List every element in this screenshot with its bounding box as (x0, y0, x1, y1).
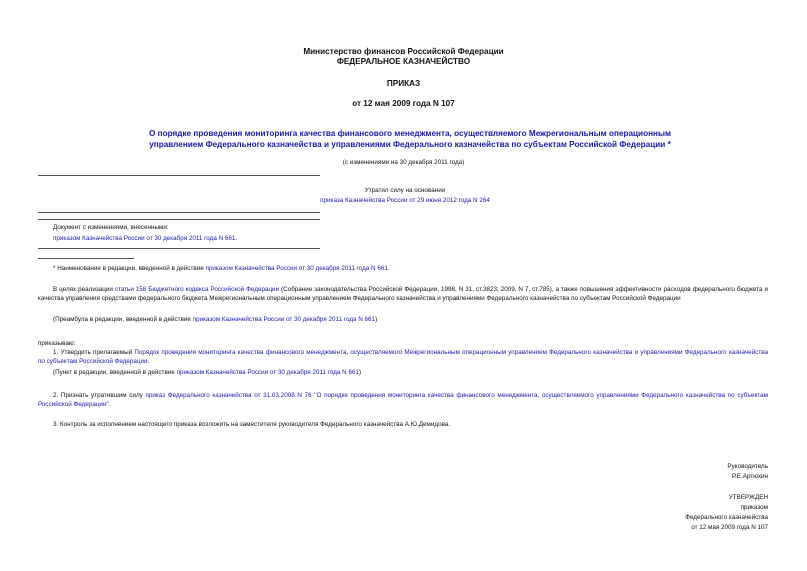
procedure-link[interactable]: Порядок проведения мониторинга качества финансового менеджмента, осуществляемого Межрегиональным операционным управлением Федерального казначейства и управлениями Федерального казначейства по субъектам Российской Федерации (38, 349, 768, 365)
title-suffix: * (665, 140, 671, 149)
agency-heading: ФЕДЕРАЛЬНОЕ КАЗНАЧЕЙСТВО (336, 57, 471, 66)
changes-text: Документ с изменениями, внесенными: (53, 224, 169, 231)
footnote-end: . (387, 265, 390, 272)
doc-date-number: от 12 мая 2009 года N 107 (352, 99, 455, 108)
item-1 (38, 348, 768, 366)
item-1-start: 1. Утвердить прилагаемый (53, 349, 135, 356)
order-word: приказываю: (38, 340, 76, 347)
footnote-text: * Наименование в редакции, введенной в действие (53, 265, 206, 272)
divider (38, 212, 320, 213)
budget-code-link[interactable]: статьи 158 Бюджетного кодекса Российской Федерации (114, 286, 280, 293)
changes-line (53, 234, 237, 243)
signature-name: Р.Е.Артюхин (732, 473, 768, 480)
divider (38, 248, 320, 249)
divider (38, 175, 320, 176)
preamble-note (53, 315, 377, 324)
preamble-paragraph (38, 285, 768, 303)
lost-force-link[interactable]: приказа Казначейства России от 29 июня 2012 года N 264 (320, 197, 490, 204)
repealed-order-link[interactable]: приказ Федерального казначейства от 31.03.2008 N 76 "О порядке проведения мониторинга качества финансового менеджмента, осуществляемого управлениями Федерального казначейства по субъектам Российской Федерации" (38, 392, 768, 408)
preamble-start: В целях реализации (53, 286, 115, 293)
ministry-heading: Министерство финансов Российской Федерации (303, 47, 504, 56)
item-3: 3. Контроль за исполнением настоящего приказа возложить на заместителя руководителя Федерального казначейства А.Ю.Демидова. (53, 421, 451, 428)
doc-type-heading: ПРИКАЗ (386, 79, 421, 88)
preamble-note-link[interactable]: приказом Казначейства России от 30 декабря 2011 года N 661 (192, 316, 376, 323)
footnote (53, 264, 390, 273)
approved-line-1: УТВЕРЖДЕН (728, 494, 768, 501)
title-link[interactable]: порядке проведения мониторинга качества финансового менеджмента, осуществляемого Межрегиональным операционным управлением Федерального казначейства и управлениями Федерального казначейства по субъектам Российской Федерации (149, 129, 672, 149)
item-1-note (53, 368, 361, 377)
lost-force-text: Утратил силу на основании (364, 187, 446, 194)
preamble-rest: (Собрание законодательства Российской Федерации, 1998, N 31, ст.3823; 2009, N 7, ст.785), а также повышения эффективности расходов федерального бюджета и качества управления средствами федерального бюджета Межрегиональным операционным управлением Федерального казначейства и управлениями Федерального казначейства по субъектам Российской Федерации (38, 286, 768, 302)
item-1-note-link[interactable]: приказом Казначейства России от 30 декабря 2011 года N 661 (176, 369, 359, 376)
item-1-end: . (147, 358, 150, 365)
item-2-end: . (108, 401, 111, 408)
item-2 (38, 391, 768, 409)
document-title (130, 128, 690, 150)
preamble-note-start: (Преамбула в редакции, введенной в действие (53, 316, 193, 323)
footnote-link[interactable]: приказом Казначейства России от 30 декабря 2011 года N 661 (205, 265, 388, 272)
approved-line-4: от 12 мая 2009 года N 107 (691, 524, 768, 531)
preamble-note-end: ) (375, 316, 378, 323)
signature-role: Руководитель (727, 463, 768, 470)
divider (38, 219, 320, 220)
changes-end: . (235, 235, 238, 242)
changes-link[interactable]: приказом Казначейства России от 30 декабря 2011 года N 661 (53, 235, 236, 242)
item-1-note-end: ) (358, 369, 362, 376)
item-2-start: 2. Признать утратившим силу (53, 392, 146, 399)
title-prefix: О (148, 129, 158, 138)
approved-line-3: Федерального казначейства (685, 514, 768, 521)
amended-note: (с изменениями на 30 декабря 2011 года) (342, 159, 465, 166)
item-1-note-start: (Пункт в редакции, введенной в действие (53, 369, 177, 376)
footnote-divider (38, 258, 134, 259)
approved-line-2: приказом (740, 504, 768, 511)
